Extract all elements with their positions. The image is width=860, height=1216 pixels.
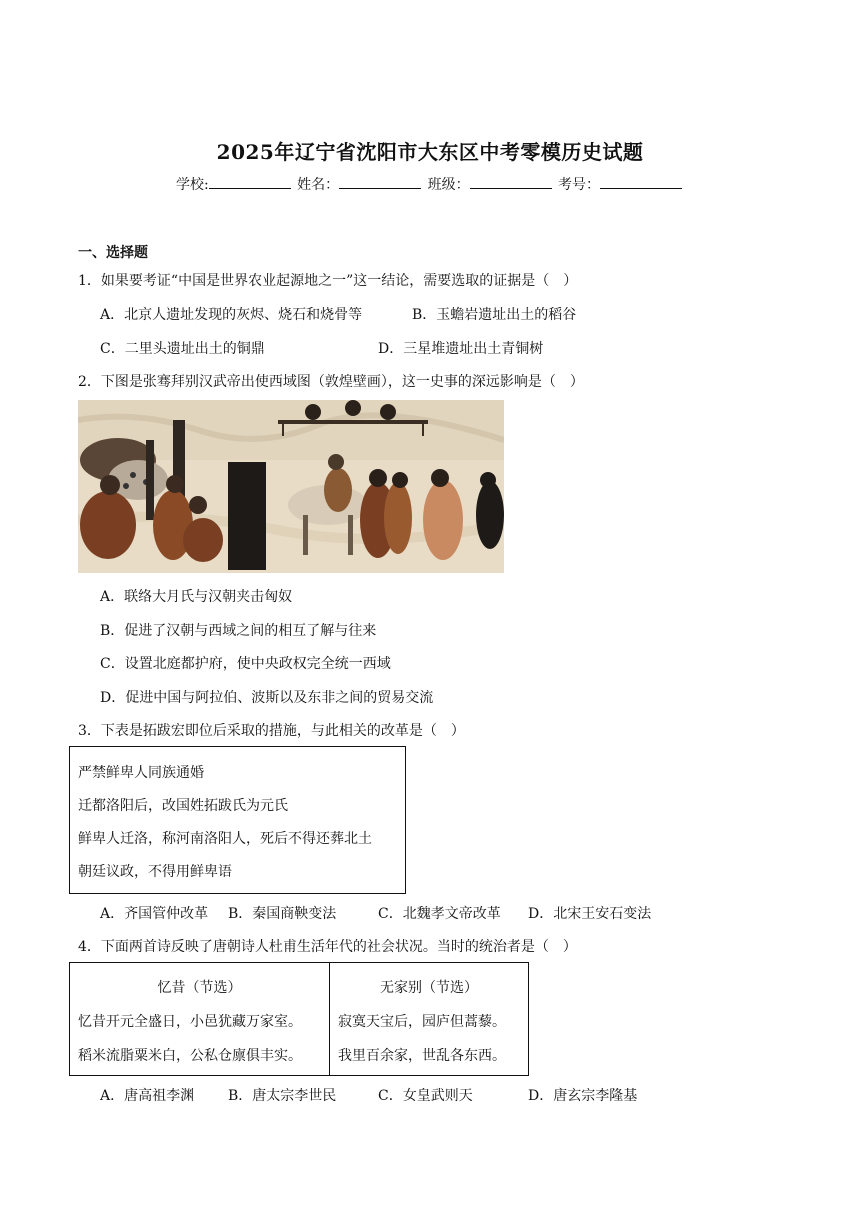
q4-option-a[interactable]: A．唐高祖李渊 <box>100 1088 195 1104</box>
field-number-label: 考号： <box>558 177 601 193</box>
q4-option-c[interactable]: C．女皇武则天 <box>378 1088 473 1104</box>
field-class-label: 班级： <box>427 177 470 193</box>
q1-option-a[interactable]: A．北京人遗址发现的灰烬、烧石和烧骨等 <box>100 307 363 323</box>
q1-stem: 1．如果要考证“中国是世界农业起源地之一”这一结论，需要选取的证据是（ ） <box>78 273 578 289</box>
measures-table <box>69 746 406 894</box>
q3-option-a[interactable]: A．齐国管仲改革 <box>100 906 209 922</box>
q2-stem: 2．下图是张骞拜别汉武帝出使西域图（敦煌壁画），这一史事的深远影响是（ ） <box>78 374 584 390</box>
measure-row: 严禁鲜卑人同族通婚 <box>78 765 204 781</box>
q2-option-b[interactable]: B．促进了汉朝与西域之间的相互了解与往来 <box>100 623 377 639</box>
measure-row: 迁都洛阳后，改国姓拓跋氏为元氏 <box>78 798 288 814</box>
poem1-line: 稻米流脂粟米白，公私仓廪俱丰实。 <box>78 1048 302 1064</box>
q2-option-d[interactable]: D．促进中国与阿拉伯、波斯以及东非之间的贸易交流 <box>100 690 434 706</box>
q4-option-b[interactable]: B．唐太宗李世民 <box>228 1088 337 1104</box>
q3-stem: 3．下表是拓跋宏即位后采取的措施，与此相关的改革是（ ） <box>78 723 465 739</box>
poem1-title: 忆昔（节选） <box>157 980 242 996</box>
name-blank[interactable] <box>339 174 421 189</box>
q1-option-d[interactable]: D．三星堆遗址出土青铜树 <box>378 341 544 357</box>
measure-row: 朝廷议政，不得用鲜卑语 <box>78 864 232 880</box>
measure-row: 鲜卑人迁洛，称河南洛阳人，死后不得还葬北土 <box>78 831 372 847</box>
field-school-label: 学校: <box>175 177 209 193</box>
q3-option-b[interactable]: B．秦国商鞅变法 <box>228 906 337 922</box>
mural-illustration <box>78 400 504 573</box>
q3-option-d[interactable]: D．北宋王安石变法 <box>528 906 652 922</box>
page-title: 2025年辽宁省沈阳市大东区中考零模历史试题 <box>216 140 644 164</box>
dunhuang-mural-image <box>78 400 504 573</box>
q2-option-a[interactable]: A．联络大月氏与汉朝夹击匈奴 <box>100 589 293 605</box>
number-blank[interactable] <box>600 174 682 189</box>
section-heading: 一、选择题 <box>78 245 148 261</box>
poem2-title: 无家别（节选） <box>380 980 478 996</box>
q3-option-c[interactable]: C．北魏孝文帝改革 <box>378 906 501 922</box>
q4-stem: 4．下面两首诗反映了唐朝诗人杜甫生活年代的社会状况。当时的统治者是（ ） <box>78 939 577 955</box>
field-name-label: 姓名： <box>297 177 340 193</box>
q2-option-c[interactable]: C．设置北庭都护府，使中央政权完全统一西域 <box>100 656 391 672</box>
poems-table <box>69 962 529 1076</box>
q4-option-d[interactable]: D．唐玄宗李隆基 <box>528 1088 638 1104</box>
school-blank[interactable] <box>209 174 291 189</box>
q1-option-b[interactable]: B．玉蟾岩遗址出土的稻谷 <box>412 307 577 323</box>
poem2-line: 我里百余家，世乱各东西。 <box>338 1048 506 1064</box>
poem1-line: 忆昔开元全盛日，小邑犹藏万家室。 <box>78 1014 302 1030</box>
poem2-line: 寂寞天宝后，园庐但蒿藜。 <box>338 1014 506 1030</box>
class-blank[interactable] <box>470 174 552 189</box>
q1-option-c[interactable]: C．二里头遗址出土的铜鼎 <box>100 341 265 357</box>
student-info <box>0 174 860 194</box>
